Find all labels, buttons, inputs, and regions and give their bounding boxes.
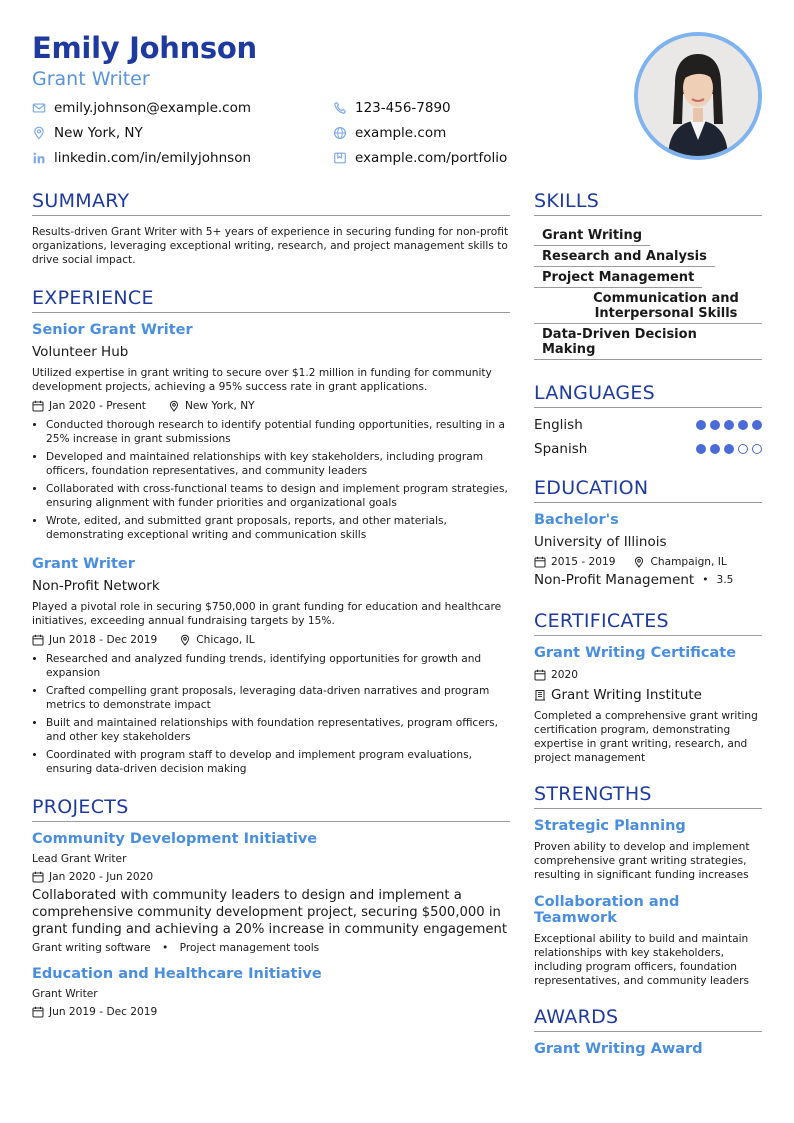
job-title: Senior Grant Writer bbox=[32, 322, 193, 338]
calendar-icon bbox=[32, 1006, 44, 1018]
location-icon bbox=[633, 556, 645, 568]
certificate-title: Grant Writing Certificate bbox=[534, 645, 737, 661]
strength-title: Strategic Planning bbox=[534, 818, 686, 834]
strength-title: Collaboration and Teamwork bbox=[534, 894, 680, 926]
linkedin-text: linkedin.com/in/emilyjohnson bbox=[54, 150, 252, 166]
languages-heading: LANGUAGES bbox=[534, 382, 762, 408]
candidate-role: Grant Writer bbox=[32, 68, 150, 90]
language-row bbox=[534, 417, 762, 433]
project-title: Community Development Initiative bbox=[32, 831, 318, 847]
job-bullet: • Built and maintained relationships with foundation representatives, program officers, and other key stakeholders bbox=[46, 716, 510, 744]
website-text: example.com bbox=[355, 125, 447, 141]
email-text: emily.johnson@example.com bbox=[54, 100, 252, 116]
skills-list bbox=[534, 225, 762, 360]
job-title: Grant Writer bbox=[32, 556, 135, 572]
school-name: University of Illinois bbox=[534, 534, 667, 550]
skill-tag: Grant Writing bbox=[534, 225, 650, 246]
right-column bbox=[534, 190, 762, 1057]
language-level bbox=[696, 444, 762, 454]
strength-entry bbox=[534, 894, 762, 988]
project-title: Education and Healthcare Initiative bbox=[32, 966, 322, 982]
certificate-description: Completed a comprehensive grant writing certification program, demonstrating expertise in grant writing, research, and project management bbox=[534, 710, 758, 764]
project-entry bbox=[32, 831, 510, 954]
skill-tag: Communication and Interpersonal Skills bbox=[534, 288, 762, 324]
project-tools: Grant writing software • Project management tools bbox=[32, 942, 320, 954]
level-dot-empty bbox=[738, 444, 748, 454]
job-organization: Volunteer Hub bbox=[32, 344, 129, 360]
left-column bbox=[32, 190, 510, 1018]
phone-text: 123-456-7890 bbox=[355, 100, 451, 116]
candidate-name: Emily Johnson bbox=[32, 31, 257, 65]
calendar-icon bbox=[534, 669, 546, 681]
job-location: New York, NY bbox=[184, 400, 255, 412]
job-meta bbox=[32, 634, 510, 646]
education-location: Champaign, IL bbox=[650, 556, 727, 568]
job-description: Utilized expertise in grant writing to secure over $1.2 million in funding for community development projects, achieving a 95% success rate in grant applications. bbox=[32, 367, 492, 393]
projects-heading: PROJECTS bbox=[32, 796, 510, 822]
linkedin-contact[interactable] bbox=[32, 150, 251, 166]
strengths-heading: STRENGTHS bbox=[534, 783, 762, 809]
location-icon bbox=[32, 126, 46, 140]
job-bullet: • Developed and maintained relationships with key stakeholders, including program officers, foundation representatives, and community leaders bbox=[46, 450, 510, 478]
job-meta bbox=[32, 400, 510, 412]
calendar-icon bbox=[32, 871, 44, 883]
experience-heading: EXPERIENCE bbox=[32, 287, 510, 313]
certificate-issuer: Grant Writing Institute bbox=[551, 687, 702, 703]
level-dot-filled bbox=[724, 444, 734, 454]
job-dates: Jan 2020 - Present bbox=[49, 400, 146, 412]
profile-photo bbox=[638, 36, 758, 156]
location-text: New York, NY bbox=[54, 125, 143, 141]
job-organization: Non-Profit Network bbox=[32, 578, 160, 594]
job-location: Chicago, IL bbox=[196, 634, 255, 646]
job-bullet: • Wrote, edited, and submitted grant proposals, reports, and other materials, demonstrating exceptional writing and communication skills bbox=[46, 514, 510, 542]
project-tool: Project management tools bbox=[179, 942, 320, 954]
language-level bbox=[696, 420, 762, 430]
education-gpa: 3.5 bbox=[716, 574, 734, 586]
education-field-row: Non-Profit Management • 3.5 bbox=[534, 572, 734, 588]
skill-tag: Research and Analysis bbox=[534, 246, 715, 267]
location-icon bbox=[168, 400, 180, 412]
strength-description: Proven ability to develop and implement comprehensive grant writing strategies, resulting in significant funding increases bbox=[534, 841, 750, 881]
project-meta bbox=[32, 871, 510, 883]
project-role: Grant Writer bbox=[32, 988, 98, 1000]
strength-entry bbox=[534, 818, 762, 882]
summary-text: Results-driven Grant Writer with 5+ years of experience in securing funding for non-profit organizations, leveraging exceptional writing, research, and project management skills to drive social impact. bbox=[32, 226, 509, 266]
profile-photo-ring bbox=[634, 32, 762, 160]
portfolio-text: example.com/portfolio bbox=[355, 150, 508, 166]
job-bullet: • Coordinated with program staff to develop and implement program evaluations, ensuring data-driven decision making bbox=[46, 748, 510, 776]
certificate-meta bbox=[534, 669, 762, 681]
level-dot-filled bbox=[724, 420, 734, 430]
skills-heading: SKILLS bbox=[534, 190, 762, 216]
language-row bbox=[534, 441, 762, 457]
project-role: Lead Grant Writer bbox=[32, 853, 127, 865]
certificates-heading: CERTIFICATES bbox=[534, 610, 762, 636]
level-dot-empty bbox=[752, 444, 762, 454]
building-icon bbox=[534, 689, 546, 701]
portrait-image bbox=[638, 36, 758, 156]
certificate-year: 2020 bbox=[551, 669, 578, 681]
job-description: Played a pivotal role in securing $750,000 in grant funding for education and healthcare initiatives, exceeding annual fundraising targets by 15%. bbox=[32, 601, 502, 627]
phone-contact[interactable] bbox=[333, 100, 451, 116]
level-dot-filled bbox=[696, 444, 706, 454]
job-bullet: • Conducted thorough research to identify potential funding opportunities, resulting in a 25% increase in grant submissions bbox=[46, 418, 510, 446]
certificate-issuer-row bbox=[534, 687, 762, 703]
project-tool: Grant writing software bbox=[32, 942, 151, 954]
mail-icon bbox=[32, 101, 46, 115]
calendar-icon bbox=[534, 556, 546, 568]
level-dot-filled bbox=[710, 420, 720, 430]
project-description: Collaborated with community leaders to design and implement a comprehensive community development project, securing $500,000 in grant funding and achieving a 20% increase in community engagement bbox=[32, 888, 507, 937]
level-dot-filled bbox=[738, 420, 748, 430]
job-bullet: • Collaborated with cross-functional teams to design and implement program strategies, ensuring alignment with funder priorities and organizational goals bbox=[46, 482, 510, 510]
linkedin-icon bbox=[32, 151, 46, 165]
location-contact bbox=[32, 125, 143, 141]
level-dot-filled bbox=[696, 420, 706, 430]
portfolio-icon bbox=[333, 151, 347, 165]
job-dates: Jun 2018 - Dec 2019 bbox=[49, 634, 158, 646]
level-dot-filled bbox=[710, 444, 720, 454]
job-entry bbox=[32, 322, 510, 542]
portfolio-contact[interactable] bbox=[333, 150, 507, 166]
level-dot-filled bbox=[752, 420, 762, 430]
education-dates: 2015 - 2019 bbox=[551, 556, 616, 568]
project-dates: Jan 2020 - Jun 2020 bbox=[49, 871, 154, 883]
job-entry bbox=[32, 556, 510, 776]
strength-description: Exceptional ability to build and maintain relationships with key stakeholders, including program officers, foundation representatives, and community leaders bbox=[534, 933, 750, 987]
award-title: Grant Writing Award bbox=[534, 1041, 703, 1057]
summary-heading: SUMMARY bbox=[32, 190, 510, 216]
education-heading: EDUCATION bbox=[534, 477, 762, 503]
project-meta bbox=[32, 1006, 510, 1018]
language-name: English bbox=[534, 417, 583, 433]
skill-tag: Data-Driven Decision Making bbox=[534, 324, 762, 360]
phone-icon bbox=[333, 101, 347, 115]
website-contact[interactable] bbox=[333, 125, 446, 141]
education-field: Non-Profit Management bbox=[534, 572, 695, 588]
calendar-icon bbox=[32, 634, 44, 646]
degree-title: Bachelor's bbox=[534, 512, 619, 528]
job-bullet: • Researched and analyzed funding trends, identifying opportunities for growth and expansion bbox=[46, 652, 510, 680]
skill-tag: Project Management bbox=[534, 267, 702, 288]
project-dates: Jun 2019 - Dec 2019 bbox=[49, 1006, 158, 1018]
calendar-icon bbox=[32, 400, 44, 412]
project-entry bbox=[32, 966, 510, 1018]
language-name: Spanish bbox=[534, 441, 588, 457]
awards-heading: AWARDS bbox=[534, 1006, 762, 1032]
job-bullet: • Crafted compelling grant proposals, leveraging data-driven narratives and program metrics to demonstrate impact bbox=[46, 684, 510, 712]
email-contact[interactable] bbox=[32, 100, 251, 116]
globe-icon bbox=[333, 126, 347, 140]
job-bullets bbox=[32, 418, 510, 542]
education-meta bbox=[534, 556, 762, 568]
job-bullets bbox=[32, 652, 510, 776]
location-icon bbox=[179, 634, 191, 646]
